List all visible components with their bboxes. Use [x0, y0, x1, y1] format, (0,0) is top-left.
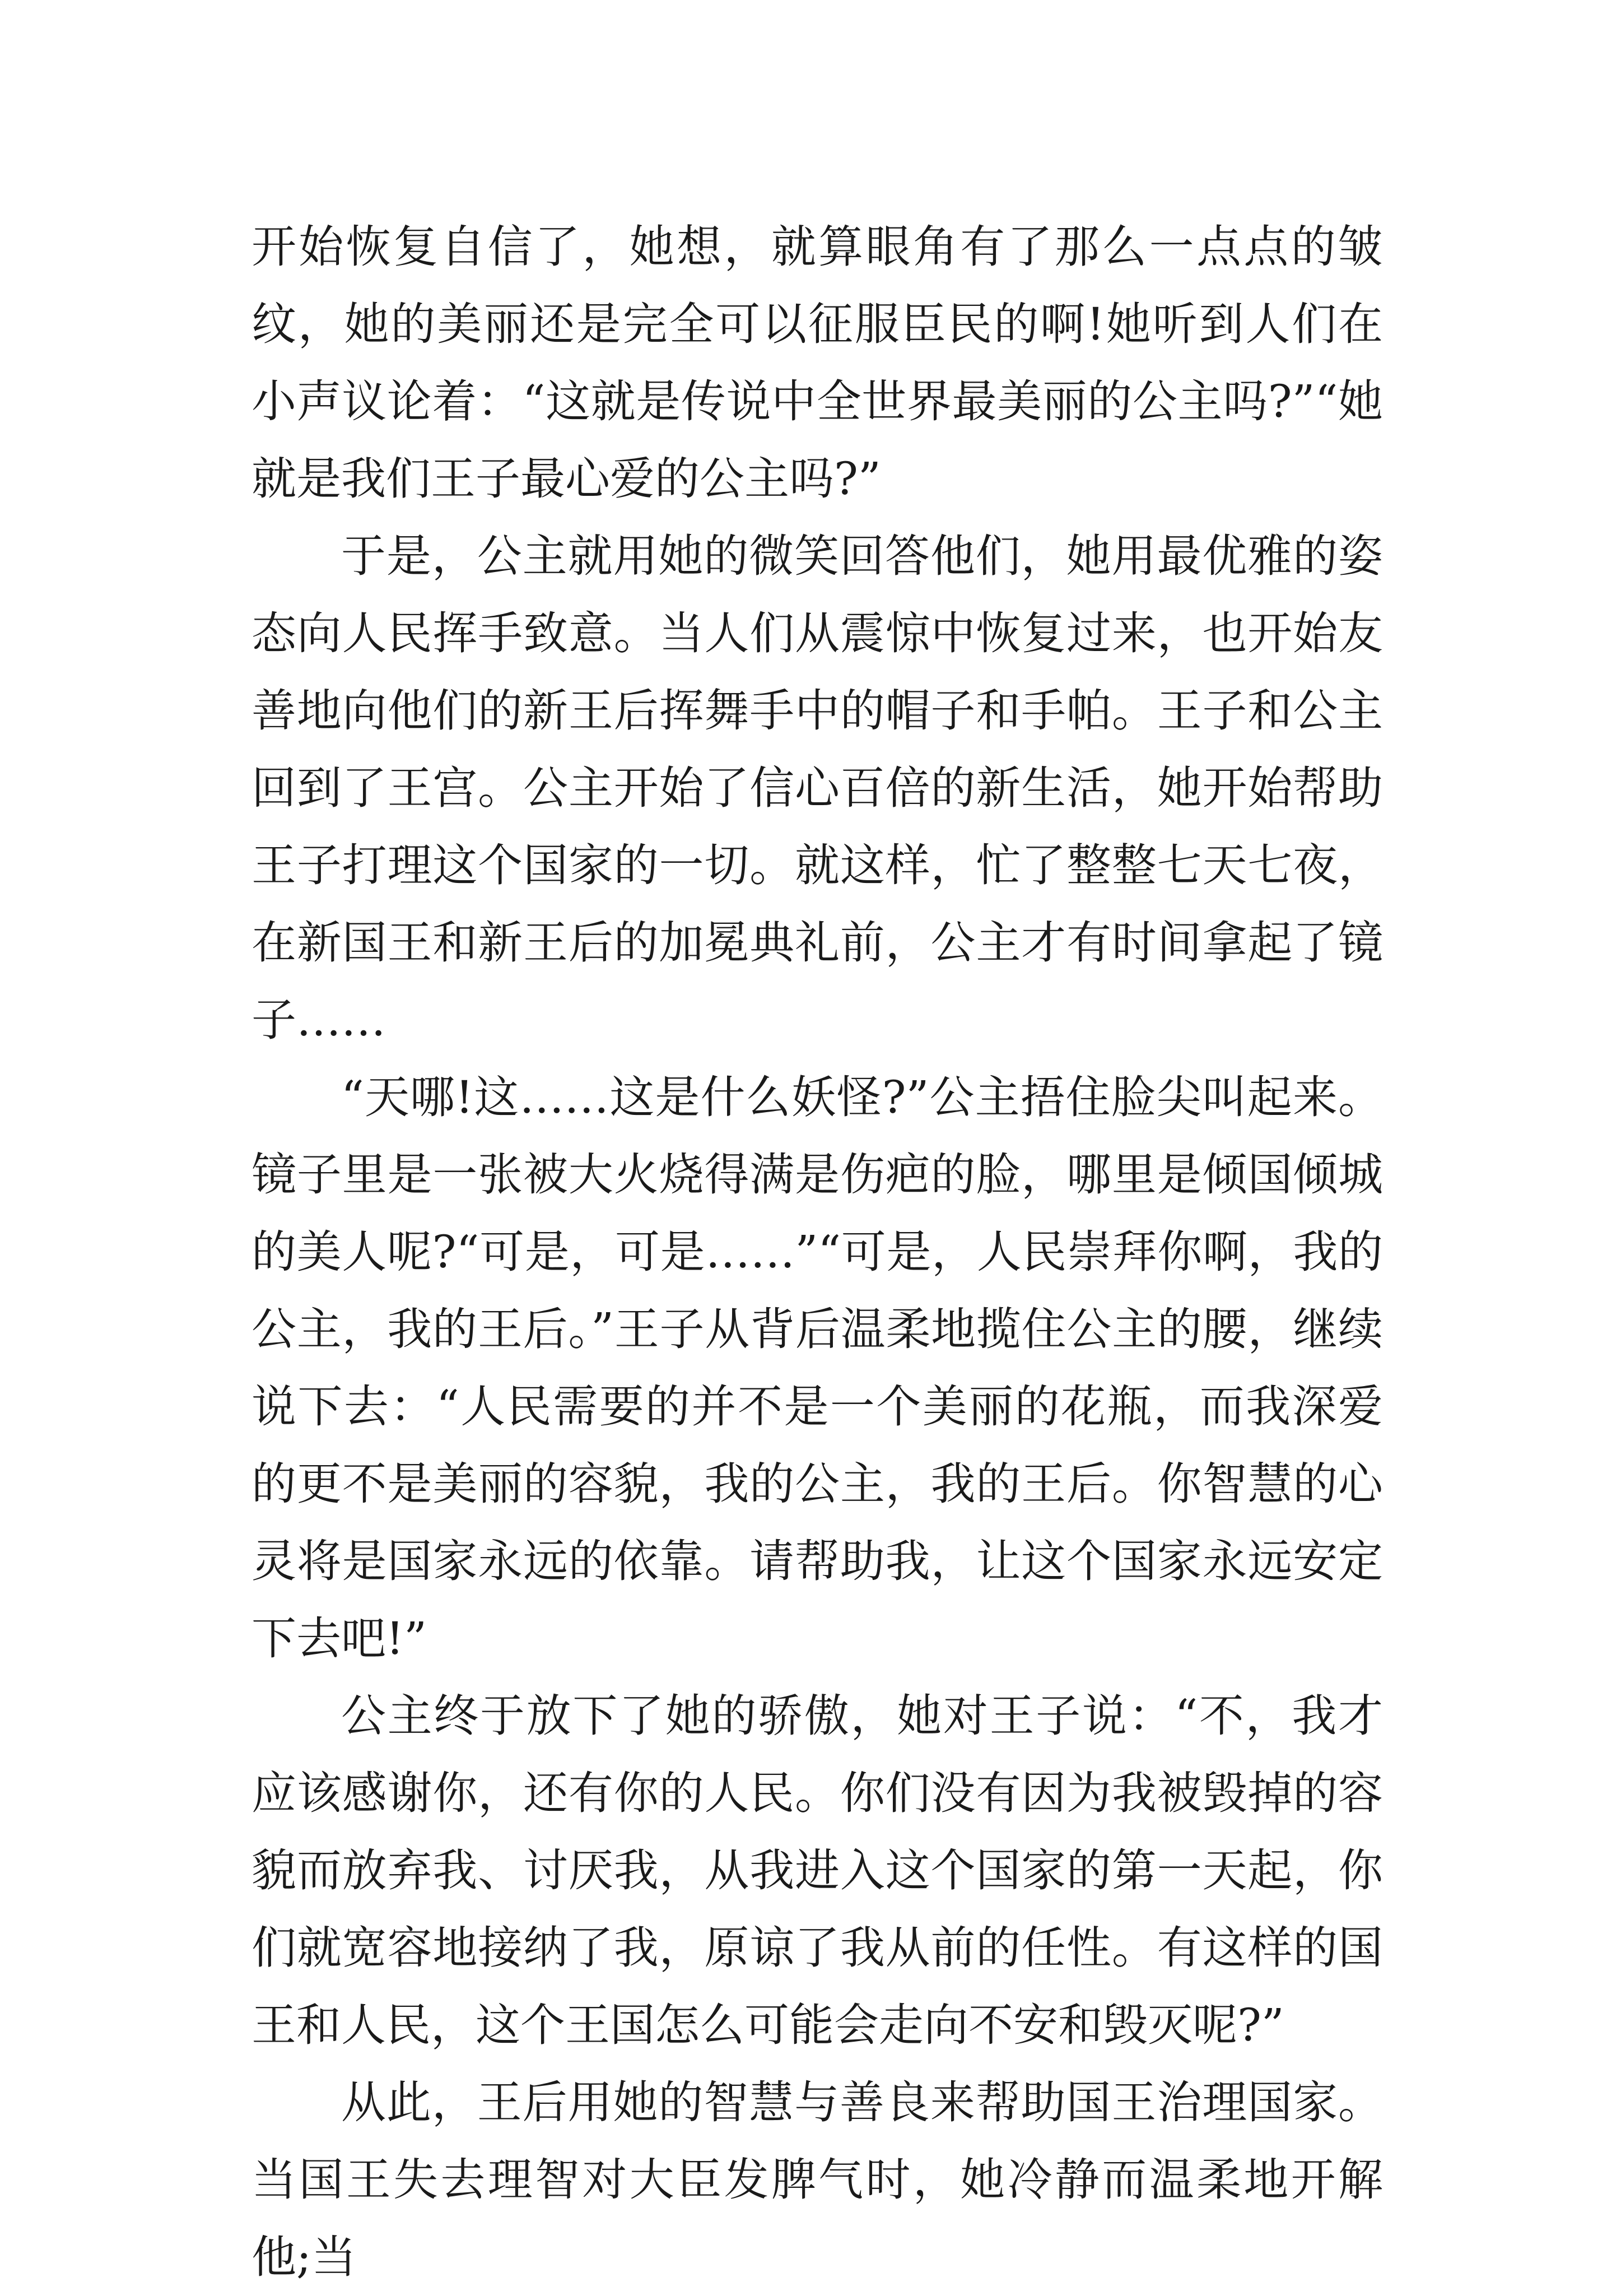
paragraph-3: “天哪!这……这是什么妖怪?”公主捂住脸尖叫起来。镜子里是一张被大火烧得满是伤疤的脸，哪里是倾国倾城的美人呢?“可是，可是……”“可是，人民崇拜你啊，我的公主，我的王后。”王子从背后温柔地揽住公主的腰，继续说下去：“人民需要的并不是一个美丽的花瓶，而我深爱的更不是美丽的容貌，我的公主，我的王后。你智慧的心灵将是国家永远的依靠。请帮助我，让这个国家永远安定下去吧!”	[251, 1071, 1383, 1665]
paragraph-4: 公主终于放下了她的骄傲，她对王子说：“不，我才应该感谢你，还有你的人民。你们没有因为我被毁掉的容貌而放弃我、讨厌我，从我进入这个国家的第一天起，你们就宽容地接纳了我，原谅了我从前的任性。有这样的国王和人民，这个王国怎么可能会走向不安和毁灭呢?”	[251, 1690, 1383, 2051]
document-body	[251, 208, 1383, 2296]
paragraph-5: 从此，王后用她的智慧与善良来帮助国王治理国家。当国王失去理智对大臣发脾气时，她冷静而温柔地开解他;当	[251, 2076, 1383, 2283]
paragraph-1: 开始恢复自信了，她想，就算眼角有了那么一点点的皱纹，她的美丽还是完全可以征服臣民的啊!她听到人们在小声议论着：“这就是传说中全世界最美丽的公主吗?”“她就是我们王子最心爱的公主吗?”	[251, 221, 1383, 505]
paragraph-2: 于是，公主就用她的微笑回答他们，她用最优雅的姿态向人民挥手致意。当人们从震惊中恢复过来，也开始友善地向他们的新王后挥舞手中的帽子和手帕。王子和公主回到了王宫。公主开始了信心百倍的新生活，她开始帮助王子打理这个国家的一切。就这样，忙了整整七天七夜，在新国王和新王后的加冕典礼前，公主才有时间拿起了镜子……	[251, 530, 1383, 1046]
